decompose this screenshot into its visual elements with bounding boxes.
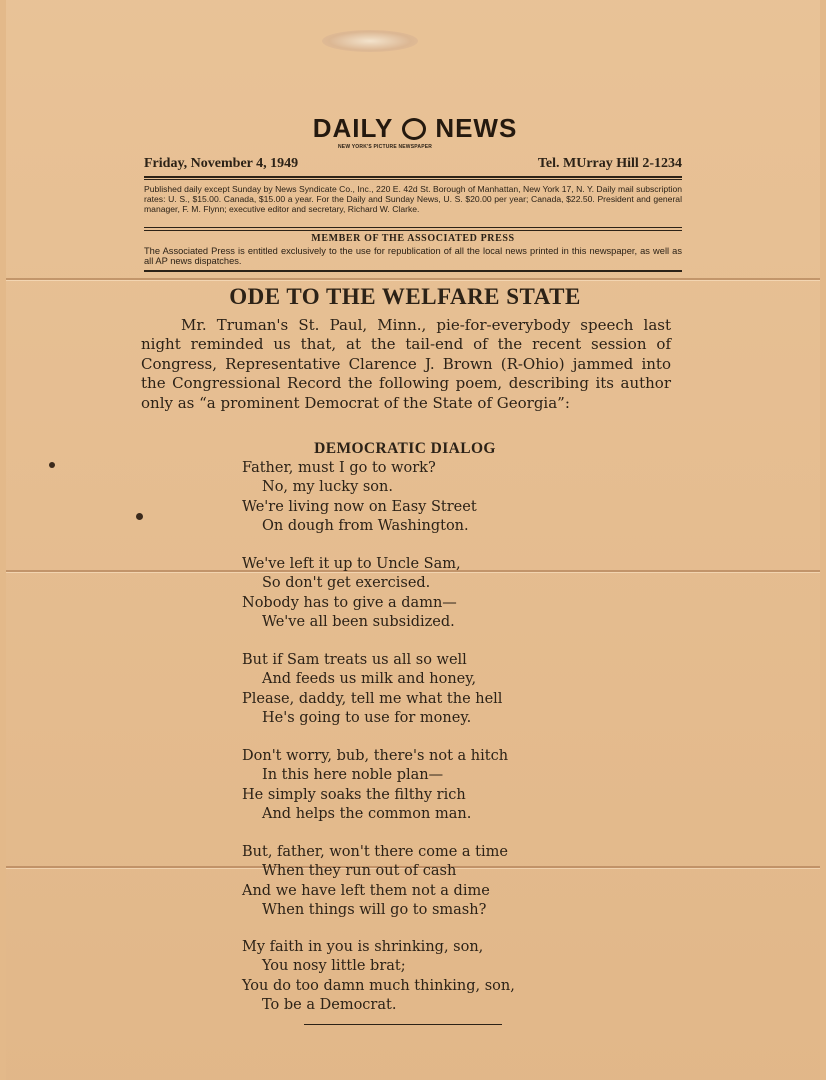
masthead [270,113,560,144]
divider [144,230,682,231]
poem-line: You nosy little brat; [262,958,406,975]
camera-logo-icon [399,114,429,144]
divider [144,176,682,178]
divider [144,270,682,272]
member-text: The Associated Press is entitled exclusively to the use for republication of all the local news printed in this newspaper, as well as all AP news dispatches. [144,246,682,266]
poem-line: And we have left them not a dime [242,882,490,899]
fold-line [6,278,820,280]
end-rule [304,1024,502,1025]
poem-line: He simply soaks the filthy rich [242,786,466,803]
poem-stanza [242,555,622,633]
poem-line: My faith in you is shrinking, son, [242,939,484,955]
phone-number: Tel. MUrray Hill 2-1234 [537,156,682,171]
poem-line: We've all been subsidized. [262,614,455,631]
poem-line: When things will go to smash? [262,902,487,919]
masthead-tagline: NEW YORK'S PICTURE NEWSPAPER [338,144,433,150]
poem-line: He's going to use for money. [262,710,472,727]
poem-line: We're living now on Easy Street [242,498,477,515]
masthead-name-left: DAILY [312,113,394,143]
poem-stanza [242,459,622,537]
ink-spot [136,513,143,520]
masthead-name-right: NEWS [435,113,518,143]
member-title: MEMBER OF THE ASSOCIATED PRESS [311,233,515,244]
poem-stanza [242,843,622,921]
poem-stanza [242,651,622,729]
poem-line: Don't worry, bub, there's not a hitch [242,748,509,764]
poem-line: And feeds us milk and honey, [262,671,477,688]
publication-info: Published daily except Sunday by News Syndicate Co., Inc., 220 E. 42d St. Borough of Manhattan, New York 17, N. Y. Daily mail subscription rates: U. S., $15.00. Canada, $15.00 a year. For the Daily and Sunday News, U. S. $20.00 per year; Canada, $22.50. President and general manager, F. M. Flynn; executive editor and secretary, Richard W. Clarke. [144,184,682,214]
poem-line: But if Sam treats us all so well [242,652,467,668]
editorial-intro: Mr. Truman's St. Paul, Minn., pie-for-everybody speech last night reminded us that, at the tail-end of the recent session of Congress, Representative Clarence J. Brown (R-Ohio) jammed into the Congressional Record the following poem, describing its author only as “a prominent Democrat of the State of Georgia”: [141,316,671,412]
paper-tear [322,30,418,52]
poem-line: We've left it up to Uncle Sam, [242,556,461,572]
poem-line: In this here noble plan— [262,767,444,784]
poem-line: So don't get exercised. [262,575,431,592]
poem-stanza [242,747,622,825]
poem-line: Please, daddy, tell me what the hell [242,690,503,707]
poem-line: But, father, won't there come a time [242,844,508,860]
ink-spot [49,462,55,468]
poem-line: On dough from Washington. [262,518,469,535]
issue-date: Friday, November 4, 1949 [144,156,299,171]
poem-line: Nobody has to give a damn— [242,594,457,611]
poem-line: And helps the common man. [262,806,472,823]
editorial-headline: ODE TO THE WELFARE STATE [229,284,581,309]
poem-line: To be a Democrat. [262,997,397,1014]
poem-line: Father, must I go to work? [242,460,436,476]
poem-line: When they run out of cash [262,863,457,880]
dateline [144,156,682,172]
poem-line: You do too damn much thinking, son, [242,977,515,994]
poem-line: No, my lucky son. [262,479,393,496]
divider [144,179,682,180]
poem-stanza [242,938,622,1016]
divider [144,227,682,228]
poem-title: DEMOCRATIC DIALOG [314,440,496,457]
